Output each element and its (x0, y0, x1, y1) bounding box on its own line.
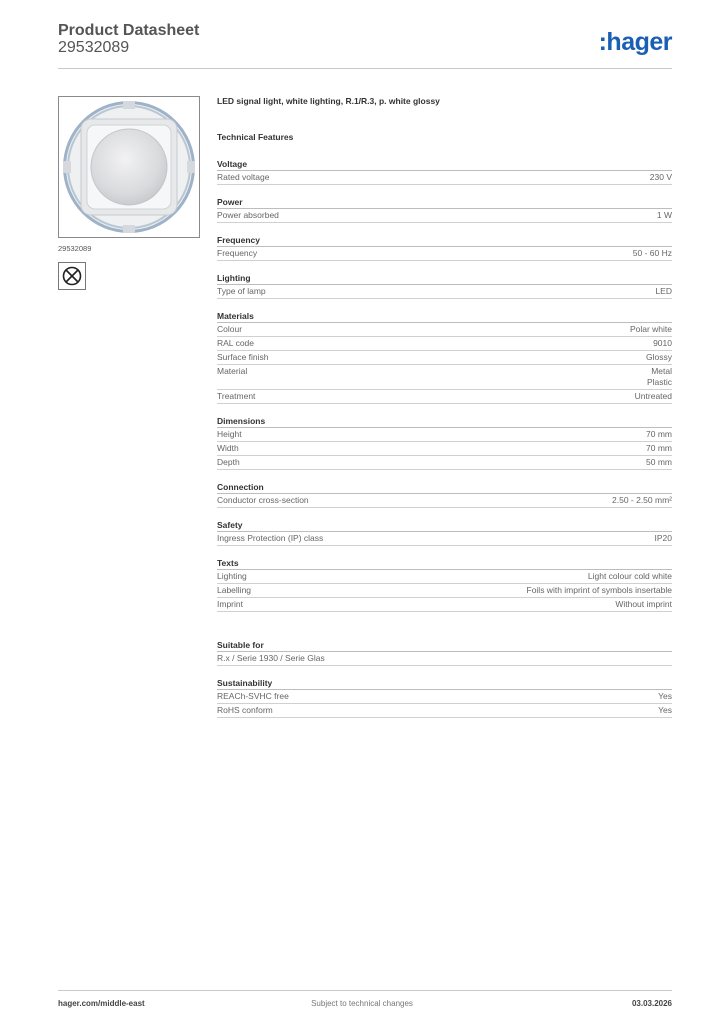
spec-label: Type of lamp (217, 286, 266, 296)
spec-value (650, 172, 672, 183)
spec-value (655, 533, 673, 544)
header-divider (58, 68, 672, 69)
footer-website-link[interactable]: hager.com/middle-east (58, 999, 145, 1008)
spec-label: Labelling (217, 585, 252, 595)
spec-value-line: 50 mm (646, 457, 672, 467)
spec-value (655, 286, 672, 297)
spec-row (217, 598, 672, 612)
spec-label: RAL code (217, 338, 255, 348)
spec-value (633, 248, 672, 259)
section-title: Lighting (217, 271, 672, 285)
spec-label: Lighting (217, 571, 247, 581)
spec-label: Height (217, 429, 242, 439)
spec-value-line: 50 - 60 Hz (632, 248, 672, 258)
spec-value (635, 391, 672, 402)
spec-value-line: Polar white (629, 324, 672, 334)
footer-date: 03.03.2026 (631, 999, 672, 1008)
spec-label: Conductor cross-section (217, 495, 309, 505)
spec-row (217, 532, 672, 546)
spec-row (217, 704, 672, 718)
spec-section (217, 638, 672, 666)
spec-row (217, 285, 672, 299)
spec-row (217, 247, 672, 261)
spec-label: Material (217, 366, 248, 376)
spec-row (217, 652, 672, 666)
product-number: 29532089 (58, 39, 130, 56)
spec-value-line: Without imprint (615, 599, 672, 609)
spec-value (646, 457, 672, 468)
spec-row (217, 323, 672, 337)
spec-content (217, 95, 672, 718)
spec-row (217, 494, 672, 508)
page-title: Product Datasheet (58, 22, 200, 39)
section-title: Voltage (217, 157, 672, 171)
spec-value (646, 429, 672, 440)
spec-row (217, 337, 672, 351)
spec-value (612, 495, 672, 506)
spec-value-line: Plastic (646, 377, 672, 387)
spec-row (217, 209, 672, 223)
footer-notice: Subject to technical changes (311, 999, 413, 1008)
spec-label: REACh-SVHC free (217, 691, 289, 701)
spec-label: Depth (217, 457, 240, 467)
spec-section (217, 518, 672, 546)
spec-value (527, 585, 673, 596)
spec-value-line: Glossy (646, 352, 672, 362)
spec-value-line: LED (655, 286, 672, 296)
spec-value (630, 324, 672, 335)
section-title: Safety (217, 518, 672, 532)
spec-label: R.x / Serie 1930 / Serie Glas (217, 653, 325, 663)
product-illustration (59, 97, 199, 237)
spec-value-line: 1 W (656, 210, 672, 220)
spec-label: Ingress Protection (IP) class (217, 533, 324, 543)
spec-row (217, 390, 672, 404)
spec-label: Rated voltage (217, 172, 270, 182)
spec-value-line: 2.50 - 2.50 mm² (612, 495, 672, 505)
section-title: Frequency (217, 233, 672, 247)
spec-section (217, 195, 672, 223)
spec-value-line: Yes (658, 705, 672, 715)
technical-features-heading: Technical Features (217, 132, 294, 142)
spec-row (217, 428, 672, 442)
section-title: Suitable for (217, 638, 672, 652)
spec-value-line: 9010 (653, 338, 672, 348)
spec-row (217, 351, 672, 365)
spec-value (653, 338, 672, 349)
spec-row (217, 171, 672, 185)
spec-value-line: Metal (651, 366, 672, 376)
spec-label: Colour (217, 324, 243, 334)
spec-section (217, 676, 672, 718)
spec-row (217, 365, 672, 390)
section-title: Dimensions (217, 414, 672, 428)
section-title: Texts (217, 556, 672, 570)
spec-value-line: 70 mm (646, 429, 672, 439)
spec-value (615, 599, 672, 610)
section-title: Sustainability (217, 676, 672, 690)
spec-section (217, 271, 672, 299)
spec-label: Width (217, 443, 239, 453)
footer-divider (58, 990, 672, 991)
spec-value-line: Untreated (634, 391, 672, 401)
section-title: Power (217, 195, 672, 209)
product-description: LED signal light, white lighting, R.1/R.3, p. white glossy (217, 96, 440, 106)
spec-value-line: IP20 (654, 533, 672, 543)
spec-value-line: Foils with imprint of symbols insertable (526, 585, 672, 595)
spec-row (217, 442, 672, 456)
spec-value-line: 70 mm (646, 443, 672, 453)
spec-label: Treatment (217, 391, 256, 401)
spec-value (646, 352, 672, 363)
section-title: Materials (217, 309, 672, 323)
spec-section (217, 480, 672, 508)
spec-value (658, 691, 672, 702)
spec-value (647, 366, 672, 388)
section-title: Connection (217, 480, 672, 494)
spec-value (658, 705, 672, 716)
spec-value (646, 443, 672, 454)
spec-label: Frequency (217, 248, 258, 258)
spec-value-line: Light colour cold white (587, 571, 672, 581)
spec-row (217, 584, 672, 598)
product-image (58, 96, 200, 238)
product-code: 29532089 (58, 244, 92, 253)
spec-label: RoHS conform (217, 705, 273, 715)
hager-logo: :hager (598, 28, 672, 56)
spec-value-line: 230 V (649, 172, 672, 182)
spec-row (217, 570, 672, 584)
spec-label: Power absorbed (217, 210, 279, 220)
spec-label: Surface finish (217, 352, 269, 362)
spec-section (217, 233, 672, 261)
spec-row (217, 690, 672, 704)
spec-row (217, 456, 672, 470)
spec-value (588, 571, 672, 582)
spec-section (217, 309, 672, 404)
spec-value-line: Yes (658, 691, 672, 701)
spec-section (217, 157, 672, 185)
spec-label: Imprint (217, 599, 243, 609)
lamp-symbol-icon (58, 262, 86, 290)
spec-sections (217, 157, 672, 718)
spec-section (217, 414, 672, 470)
spec-section (217, 556, 672, 612)
spec-value (657, 210, 672, 221)
